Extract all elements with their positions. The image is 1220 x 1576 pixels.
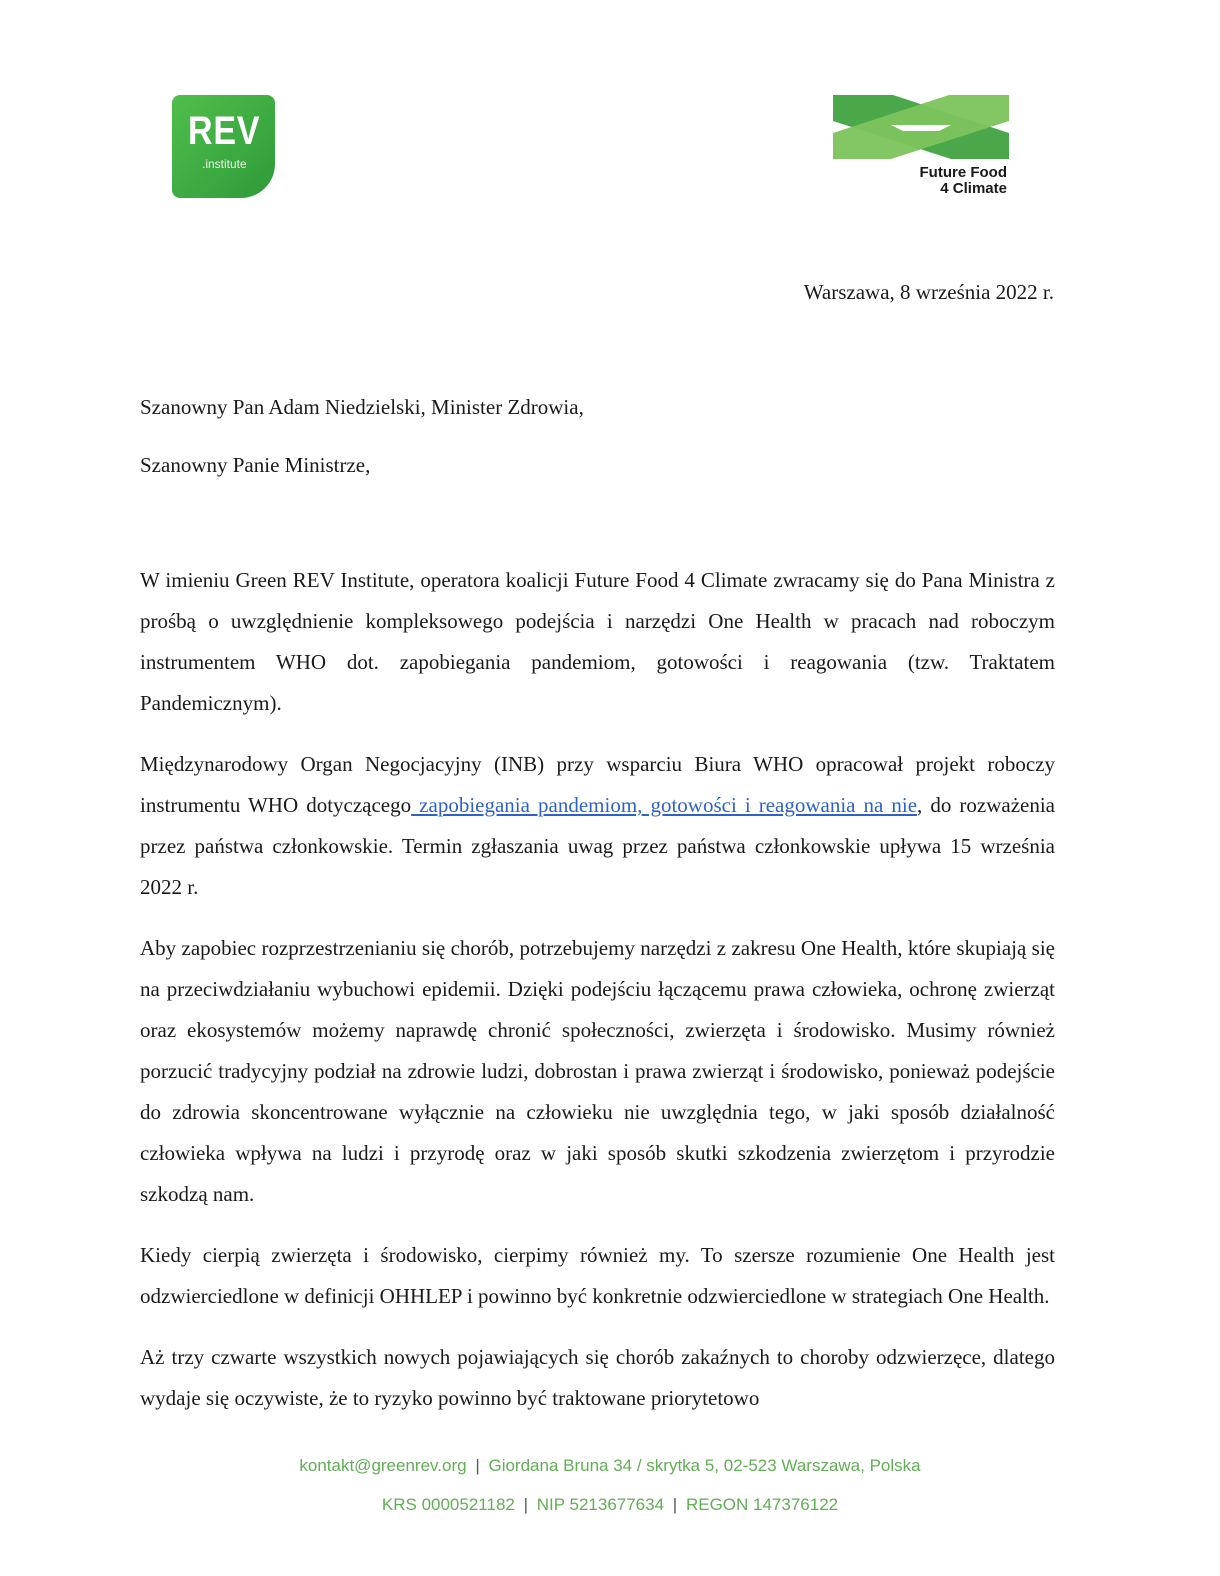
greeting-line: Szanowny Panie Ministrze,: [140, 453, 371, 477]
rev-logo-subtext: .institute: [202, 157, 247, 171]
footer-separator: |: [523, 1495, 529, 1514]
future-food-logo-line1: Future Food: [919, 164, 1007, 181]
letter-body: [140, 560, 1055, 1439]
recipient-line: Szanowny Pan Adam Niedzielski, Minister Zdrowia,: [140, 395, 584, 419]
paragraph-4: Kiedy cierpią zwierzęta i środowisko, cierpimy również my. To szersze rozumienie One Health jest odzwierciedlone w definicji OHHLEP i powinno być konkretnie odzwierciedlone w strategiach One Health.: [140, 1243, 1055, 1308]
letter-date: Warszawa, 8 września 2022 r.: [803, 280, 1054, 304]
footer-contact-line: [0, 1456, 1220, 1476]
footer-email: kontakt@greenrev.org: [299, 1456, 467, 1475]
paragraph-2-text-before: Międzynarodowy Organ Negocjacyjny (INB) przy wsparciu Biura WHO opracował projekt roboczy instrumentu WHO dotyczącego: [140, 752, 1055, 817]
rev-logo-text: REV: [188, 109, 261, 153]
footer-regon: REGON 147376122: [685, 1495, 839, 1514]
footer-separator: |: [672, 1495, 678, 1514]
paragraph-2-text-after: , do rozważenia przez państwa członkowskie. Termin zgłaszania uwag przez państwa członkowskie upływa 15 września 2022 r.: [140, 793, 1055, 899]
paragraph-2: [140, 744, 1055, 908]
footer-address: Giordana Bruna 34 / skrytka 5, 02-523 Warszawa, Polska: [488, 1456, 921, 1475]
paragraph-3: Aby zapobiec rozprzestrzenianiu się chorób, potrzebujemy narzędzi z zakresu One Health, które skupiają się na przeciwdziałaniu wybuchowi epidemii. Dzięki podejściu łączącemu prawa człowieka, ochronę zwierząt oraz ekosystemów możemy naprawdę chronić społeczności, zwierzęta i środowisko. Musimy również porzucić tradycyjny podział na zdrowie ludzi, dobrostan i prawa zwierząt i środowisko, ponieważ podejście do zdrowia skoncentrowane wyłącznie na człowieku nie uwzględnia tego, w jaki sposób działalność człowieka wpływa na ludzi i przyrodę oraz w jaki sposób skutki szkodzenia zwierzętom i przyrodzie szkodzą nam.: [140, 936, 1055, 1206]
footer-separator: |: [475, 1456, 480, 1475]
paragraph-5: Aż trzy czwarte wszystkich nowych pojawiających się chorób zakaźnych to choroby odzwierzęce, dlatego wydaje się oczywiste, że to ryzyko powinno być traktowane priorytetowo: [140, 1345, 1055, 1410]
future-food-logo-text: [920, 165, 1007, 197]
footer-nip: NIP 5213677634: [536, 1495, 665, 1514]
future-food-ribbon-icon: [833, 95, 1009, 161]
footer-registry-line: [0, 1495, 1220, 1515]
future-food-logo-line2: 4 Climate: [940, 180, 1007, 197]
who-instrument-link[interactable]: zapobiegania pandemiom, gotowości i reagowania na nie: [411, 793, 918, 817]
rev-institute-logo: [172, 95, 275, 198]
paragraph-1: W imieniu Green REV Institute, operatora koalicji Future Food 4 Climate zwracamy się do Pana Ministra z prośbą o uwzględnienie kompleksowego podejścia i narzędzi One Health w pracach nad roboczym instrumentem WHO dot. zapobiegania pandemiom, gotowości i reagowania (tzw. Traktatem Pandemicznym).: [140, 568, 1055, 715]
footer-krs: KRS 0000521182: [381, 1495, 515, 1514]
future-food-4-climate-logo: [833, 95, 1009, 201]
